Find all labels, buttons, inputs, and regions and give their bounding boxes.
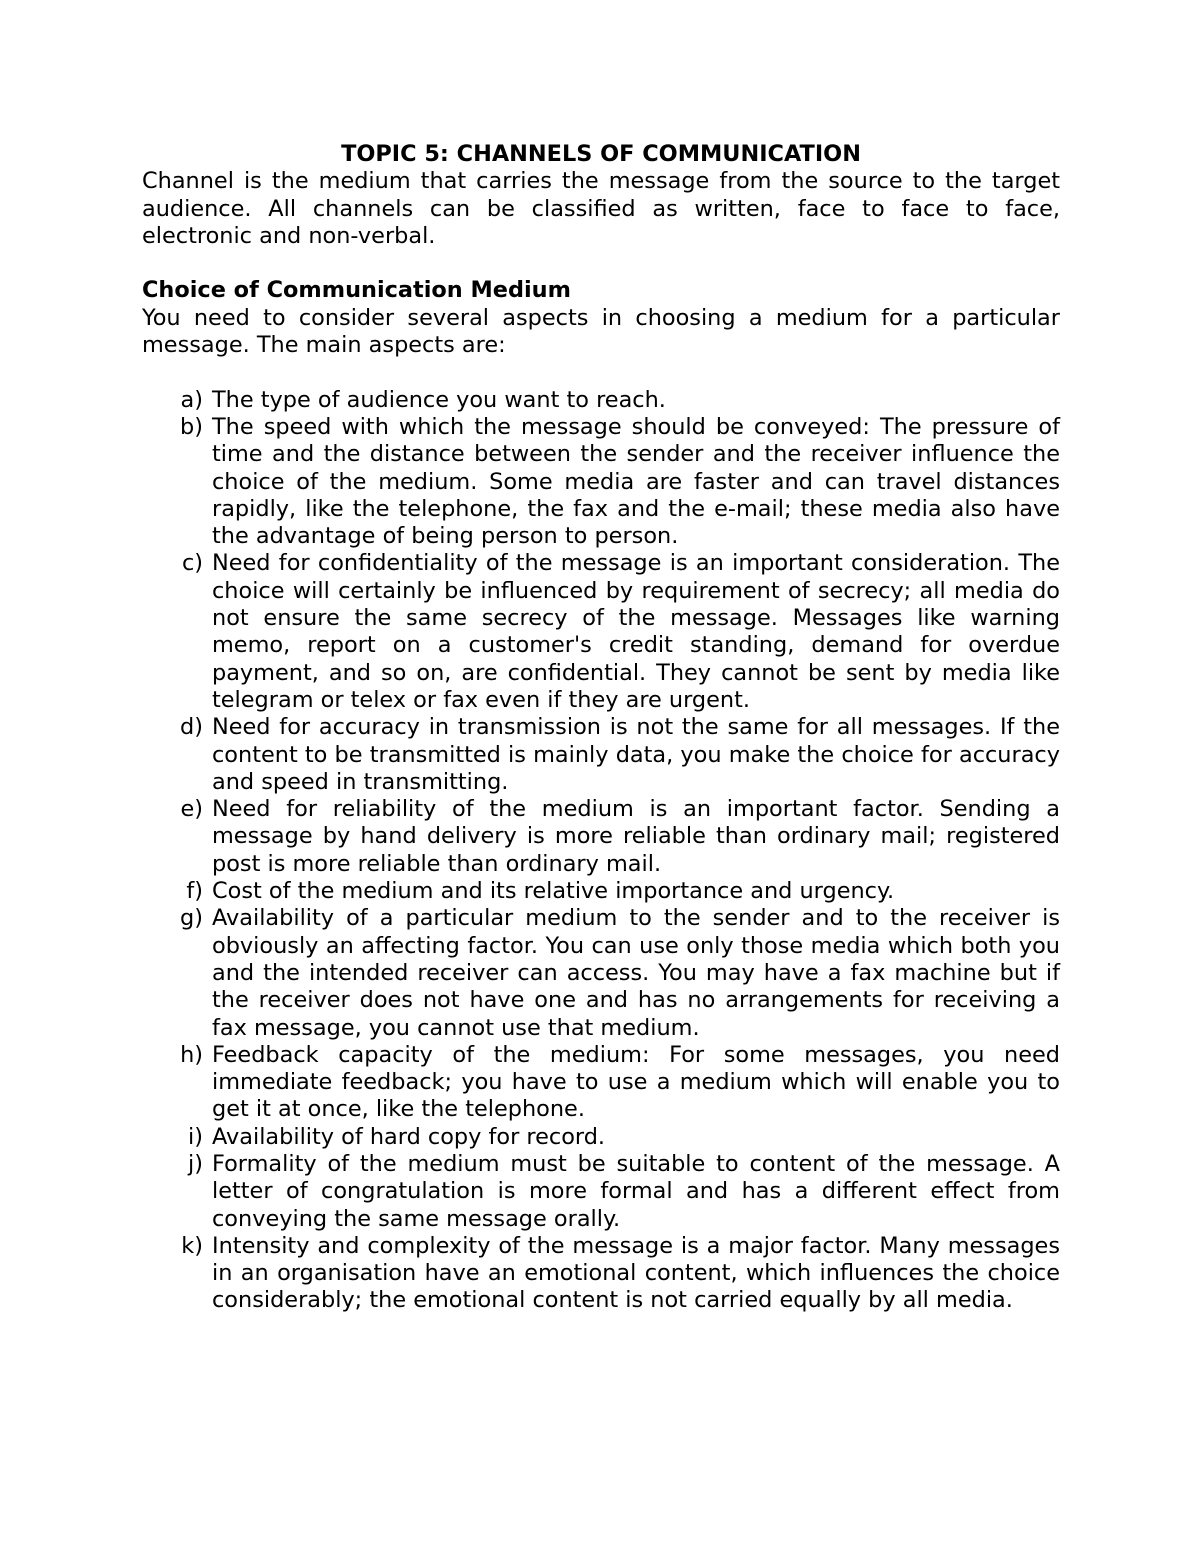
list-item [142,714,1060,796]
aspects-list [142,387,1060,1315]
list-marker: g) [180,905,203,932]
list-item-text: Formality of the medium must be suitable to content of the message. A letter of congratulation is more formal and has a different effect from conveying the same message orally. [212,1150,1060,1232]
list-item-text: The type of audience you want to reach. [212,386,666,413]
list-marker: b) [180,413,203,440]
list-item-text: Cost of the medium and its relative importance and urgency. [212,878,895,905]
list-marker: d) [180,714,203,741]
list-marker: f) [186,878,203,905]
list-item [142,878,1060,905]
list-marker: c) [181,550,203,577]
section-heading: Choice of Communication Medium [142,277,571,304]
list-item [142,1042,1060,1124]
list-item-text: Availability of a particular medium to the sender and to the receiver is obviously an affecting factor. You can use only those media which both you and the intended receiver can access. You may have a fax machine but if the receiver does not have one and has no arrangements for receiving a fax message, you cannot use that medium. [212,905,1060,1041]
intro-paragraph: Channel is the medium that carries the message from the source to the target audience. All channels can be classified as written, face to face to face, electronic and non-verbal. [142,168,1060,249]
list-item [142,550,1060,714]
document-title: TOPIC 5: CHANNELS OF COMMUNICATION [341,141,861,167]
list-marker: e) [180,796,203,823]
list-item [142,414,1060,550]
list-item [142,387,1060,414]
list-item [142,1151,1060,1233]
list-marker: i) [188,1123,203,1150]
list-item [142,905,1060,1041]
section-intro-paragraph: You need to consider several aspects in choosing a medium for a particular message. The main aspects are: [142,304,1060,359]
document-page [142,141,1060,1315]
list-item-text: Need for reliability of the medium is an important factor. Sending a message by hand delivery is more reliable than ordinary mail; registered post is more reliable than ordinary mail. [212,796,1060,877]
list-item-text: The speed with which the message should be conveyed: The pressure of time and the distance between the sender and the receiver influence the choice of the medium. Some media are faster and can travel distances rapidly, like the telephone, the fax and the e-mail; these media also have the advantage of being person to person. [212,413,1060,550]
list-marker: h) [180,1041,203,1068]
list-item [142,1124,1060,1151]
list-item-text: Need for accuracy in transmission is not the same for all messages. If the content to be transmitted is mainly data, you make the choice for accuracy and speed in transmitting. [212,714,1060,795]
list-item-text: Feedback capacity of the medium: For some messages, you need immediate feedback; you have to use a medium which will enable you to get it at once, like the telephone. [212,1041,1060,1123]
list-item [142,796,1060,878]
list-marker: k) [181,1232,203,1259]
list-item [142,1233,1060,1315]
list-marker: j) [188,1150,203,1177]
list-item-text: Availability of hard copy for record. [212,1123,606,1150]
list-marker: a) [180,386,203,413]
list-item-text: Need for confidentiality of the message is an important consideration. The choice will certainly be influenced by requirement of secrecy; all media do not ensure the same secrecy of the message. Messages like warning memo, report on a customer's credit standing, demand for overdue payment, and so on, are confidential. They cannot be sent by media like telegram or telex or fax even if they are urgent. [212,550,1060,713]
list-item-text: Intensity and complexity of the message is a major factor. Many messages in an organisation have an emotional content, which influences the choice considerably; the emotional content is not carried equally by all media. [212,1232,1060,1314]
